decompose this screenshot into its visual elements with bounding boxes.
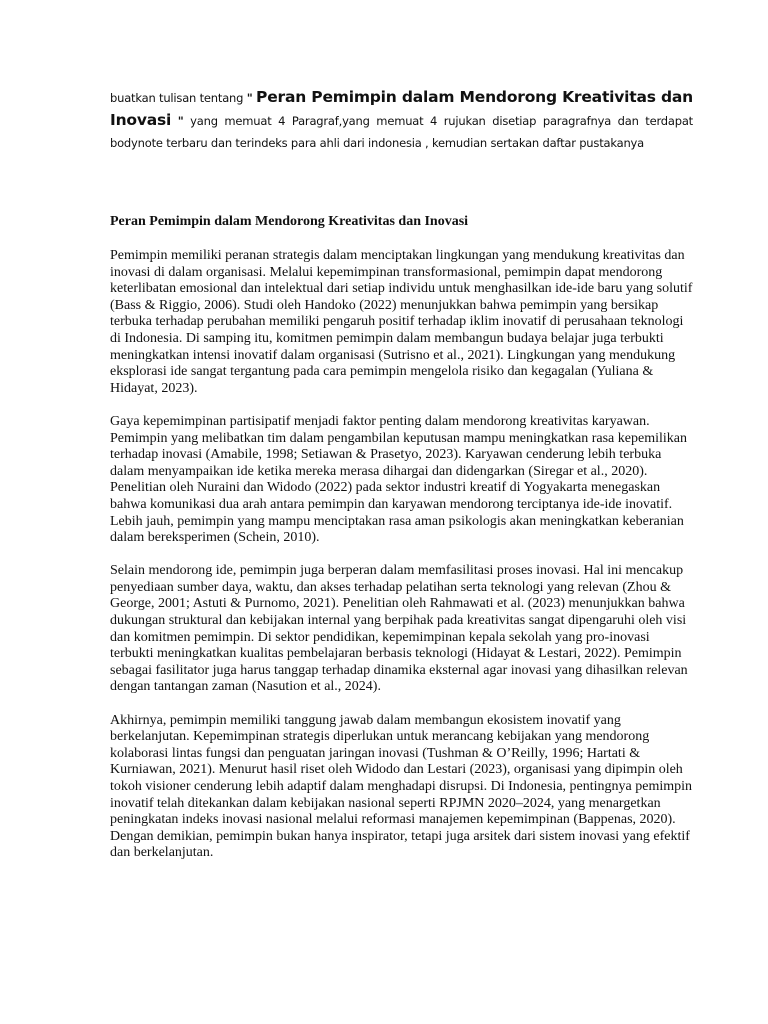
- paragraph-1: Pemimpin memiliki peranan strategis dalam menciptakan lingkungan yang mendukung kreativitas dan inovasi di dalam organisasi. Melalui kepemimpinan transformasional, pemimpin dapat mendorong keterlibatan emosional dan intelektual dari setiap individu untuk menghasilkan ide-ide baru yang solutif (Bass & Riggio, 2006). Studi oleh Handoko (2022) menunjukkan bahwa pemimpin yang bersikap terbuka terhadap perubahan memiliki pengaruh positif terhadap iklim inovatif di perusahaan teknologi di Indonesia. Di samping itu, komitmen pemimpin dalam membangun budaya belajar juga terbukti meningkatkan intensi inovatif dalam organisasi (Sutrisno et al., 2021). Lingkungan yang mendukung eksplorasi ide sangat tergantung pada cara pemimpin mengelola risiko dan kegagalan (Yuliana & Hidayat, 2023).: [110, 248, 693, 396]
- quote-open: ": [246, 91, 253, 105]
- prompt-title: Peran Pemimpin dalam Mendorong Kreativitas dan Inovasi: [110, 88, 693, 129]
- paragraph-4: Akhirnya, pemimpin memiliki tanggung jawab dalam membangun ekosistem inovatif yang berkelanjutan. Kepemimpinan strategis diperlukan untuk merancang kebijakan yang mendorong kolaborasi lintas fungsi dan penguatan jaringan inovasi (Tushman & O’Reilly, 1996; Hartati & Kurniawan, 2021). Menurut hasil riset oleh Widodo dan Lestari (2023), organisasi yang dipimpin oleh tokoh visioner cenderung lebih adaptif dalam menghadapi disrupsi. Di Indonesia, pentingnya pemimpin inovatif telah ditekankan dalam kebijakan nasional seperti RPJMN 2020–2024, yang menargetkan peningkatan indeks inovasi nasional melalui reformasi manajemen kepemimpinan (Bappenas, 2020). Dengan demikian, pemimpin bukan hanya inspirator, tetapi juga arsitek dari sistem inovasi yang efektif dan berkelanjutan.: [110, 712, 693, 861]
- article-heading: Peran Pemimpin dalam Mendorong Kreativitas dan Inovasi: [110, 214, 469, 229]
- quote-close: ": [177, 114, 184, 128]
- prompt-text: [110, 86, 693, 154]
- article: [110, 213, 695, 879]
- paragraph-3: Selain mendorong ide, pemimpin juga berperan dalam memfasilitasi proses inovasi. Hal ini mencakup penyediaan sumber daya, waktu, dan akses terhadap pelatihan serta teknologi yang relevan (Zhou & George, 2001; Astuti & Purnomo, 2021). Penelitian oleh Rahmawati et al. (2023) menunjukkan bahwa dukungan struktural dan kebijakan internal yang berpihak pada kreativitas sangat dipengaruhi oleh visi dan komitmen pemimpin. Di sektor pendidikan, kepemimpinan kepala sekolah yang pro-inovasi terbukti meningkatkan kualitas pembelajaran berbasis teknologi (Hidayat & Lestari, 2022). Pemimpin sebagai fasilitator juga harus tanggap terhadap dinamika eksternal agar inovasi yang dihasilkan relevan dengan tantangan zaman (Nasution et al., 2024).: [110, 563, 688, 695]
- prompt-prefix: buatkan tulisan tentang: [110, 91, 244, 105]
- prompt-suffix: yang memuat 4 Paragraf,yang memuat 4 rujukan disetiap paragrafnya dan terdapat bodynote terbaru dan terindeks para ahli dari indonesia , kemudian sertakan daftar pustakanya: [110, 114, 693, 150]
- paragraph-2: Gaya kepemimpinan partisipatif menjadi faktor penting dalam mendorong kreativitas karyawan. Pemimpin yang melibatkan tim dalam pengambilan keputusan mampu meningkatkan rasa kepemilikan terhadap inovasi (Amabile, 1998; Setiawan & Prasetyo, 2023). Karyawan cenderung lebih terbuka dalam menyampaikan ide ketika mereka merasa dihargai dan didengarkan (Siregar et al., 2020). Penelitian oleh Nuraini dan Widodo (2022) pada sektor industri kreatif di Yogyakarta menegaskan bahwa komunikasi dua arah antara pemimpin dan karyawan mendorong terciptanya ide-ide inovatif. Lebih jauh, pemimpin yang mampu menciptakan rasa aman psikologis akan meningkatkan keberanian dalam bereksperimen (Schein, 2010).: [110, 413, 687, 546]
